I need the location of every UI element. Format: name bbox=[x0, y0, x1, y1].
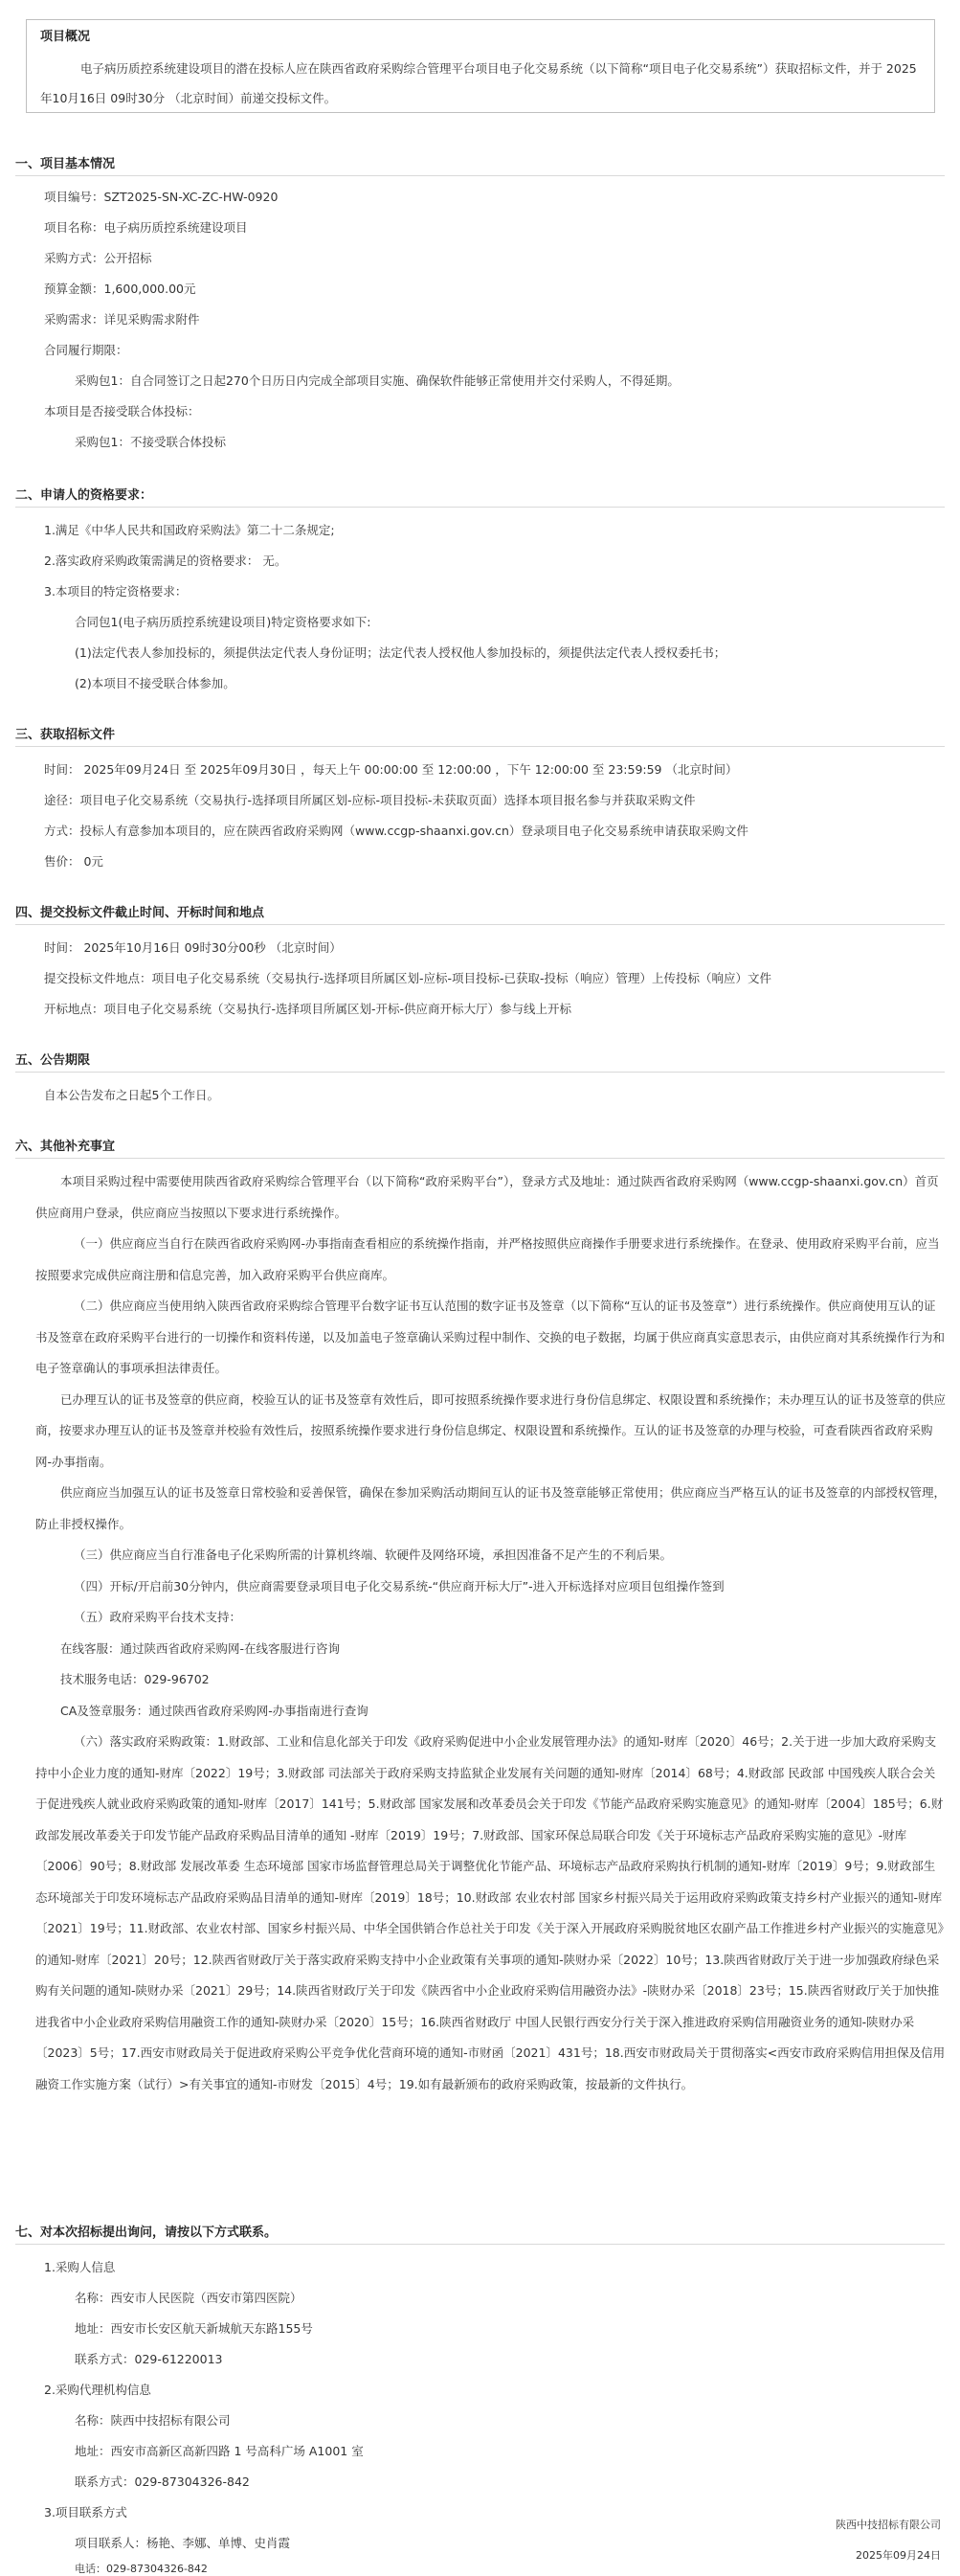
procurement-need: 采购需求：详见采购需求附件 bbox=[44, 312, 200, 327]
section-6-divider bbox=[15, 1158, 945, 1159]
qualification-package: 合同包1(电子病历质控系统建设项目)特定资格要求如下: bbox=[75, 615, 371, 629]
section-2-title: 二、申请人的资格要求： bbox=[15, 488, 153, 503]
section-7-divider bbox=[15, 2244, 945, 2245]
contract-period-detail: 采购包1：自合同签订之日起270个日历日内完成全部项目实施、确保软件能够正常使用并交付采购人，不得延期。 bbox=[75, 373, 680, 388]
section-5-title: 五、公告期限 bbox=[15, 1053, 91, 1068]
section-3-title: 三、获取招标文件 bbox=[15, 728, 116, 742]
purchaser-heading: 1.采购人信息 bbox=[44, 2260, 116, 2274]
overview-body: 电子病历质控系统建设项目的潜在投标人应在陕西省政府采购综合管理平台项目电子化交易系统（以下简称“项目电子化交易系统”）获取招标文件，并于 2025年10月16日 09时30分 （北京时间）前递交投标文件。 bbox=[40, 61, 917, 105]
section-7-title: 七、对本次招标提出询问，请按以下方式联系。 bbox=[15, 2226, 278, 2240]
supp-item-2: （二）供应商应当使用纳入陕西省政府采购综合管理平台数字证书互认范围的数字证书及签章（以下简称“互认的证书及签章”）进行系统操作。供应商使用互认的证书及签章在政府采购平台进行的一切操作和资料传递，以及加盖电子签章确认采购过程中制作、交换的电子数据，均属于供应商真实意思表示，由供应商对其系统操作行为和电子签章确认的事项承担法律责任。 bbox=[35, 1299, 946, 1375]
section-3-divider bbox=[15, 746, 945, 747]
supp-intro: 本项目采购过程中需要使用陕西省政府采购综合管理平台（以下简称“政府采购平台”），登录方式及地址：通过陕西省政府采购网（www.ccgp-shaanxi.gov.cn）首页供应商用户登录，供应商应当按照以下要求进行系统操作。 bbox=[35, 1174, 939, 1220]
support-phone: 技术服务电话：029-96702 bbox=[60, 1672, 210, 1686]
project-name: 项目名称：电子病历质控系统建设项目 bbox=[44, 220, 248, 235]
announcement-period: 自本公告发布之日起5个工作日。 bbox=[44, 1088, 219, 1102]
supp-item-3: （三）供应商应当自行准备电子化采购所需的计算机终端、软硬件及网络环境，承担因准备不足产生的不利后果。 bbox=[74, 1548, 673, 1562]
project-code: 项目编号：SZT2025-SN-XC-ZC-HW-0920 bbox=[44, 190, 279, 204]
doc-price: 售价： 0元 bbox=[44, 854, 103, 869]
section-2-divider bbox=[15, 507, 945, 508]
section-1-divider bbox=[15, 175, 945, 176]
qualification-item-2: (2)本项目不接受联合体参加。 bbox=[75, 676, 235, 690]
doc-time: 时间： 2025年09月24日 至 2025年09月30日 ，每天上午 00:00:00 至 12:00:00 ，下午 12:00:00 至 23:59:59 （北京时间） bbox=[44, 762, 738, 777]
section-4-title: 四、提交投标文件截止时间、开标时间和地点 bbox=[15, 906, 265, 920]
supp-item-1: （一）供应商应当自行在陕西省政府采购网-办事指南查看相应的系统操作指南，并严格按照供应商操作手册要求进行系统操作。在登录、使用政府采购平台前，应当按照要求完成供应商注册和信息完善，加入政府采购平台供应商库。 bbox=[35, 1236, 940, 1282]
project-contacts: 项目联系人：杨艳、李娜、单博、史肖霞 bbox=[75, 2536, 291, 2550]
project-contact-heading: 3.项目联系方式 bbox=[44, 2505, 127, 2520]
section-4-divider bbox=[15, 924, 945, 925]
contract-period-label: 合同履行期限： bbox=[44, 343, 128, 357]
consortium-label: 本项目是否接受联合体投标： bbox=[44, 404, 200, 418]
doc-way: 途径：项目电子化交易系统（交易执行-选择项目所属区划-应标-项目投标-未获取页面）选择本项目报名参与并获取采购文件 bbox=[44, 793, 696, 807]
budget-amount: 预算金额：1,600,000.00元 bbox=[44, 282, 196, 296]
purchaser-contact: 联系方式：029-61220013 bbox=[75, 2352, 223, 2366]
project-overview-box bbox=[26, 19, 935, 113]
agency-heading: 2.采购代理机构信息 bbox=[44, 2383, 151, 2397]
procurement-method: 采购方式：公开招标 bbox=[44, 251, 152, 265]
signer-company: 陕西中技招标有限公司 bbox=[836, 2519, 941, 2531]
overview-title: 项目概况 bbox=[40, 30, 91, 44]
supp-item-6-policies: （六）落实政府采购政策：1.财政部、工业和信息化部关于印发《政府采购促进中小企业发展管理办法》的通知-财库〔2020〕46号；2.关于进一步加大政府采购支持中小企业力度的通知-财库〔2022〕19号；3.财政部 司法部关于政府采购支持监狱企业发展有关问题的通知-财库〔2014〕68号；4.财政部 民政部 中国残疾人联合会关于促进残疾人就业政府采购政策的通知-财库〔2017〕141号；5.财政部 国家发展和改革委员会关于印发《节能产品政府采购实施意见》的通知-财库〔2004〕185号；6.财政部发展改革委关于印发节能产品政府采购品目清单的通知 -财库〔2019〕19号；7.财政部、国家环保总局联合印发《关于环境标志产品政府采购实施的意见》-财库〔2006〕90号；8.财政部 发展改革委 生态环境部 国家市场监督管理总局关于调整优化节能产品、环境标志产品政府采购执行机制的通知-财库〔2019〕9号；9.财政部生态环境部关于印发环境标志产品政府采购品目清单的通知-财库〔2019〕18号；10.财政部 农业农村部 国家乡村振兴局关于运用政府采购政策支持乡村产业振兴的通知-财库〔2021〕19号；11.财政部、农业农村部、国家乡村振兴局、中华全国供销合作总社关于印发《关于深入开展政府采购脱贫地区农副产品工作推进乡村产业振兴的实施意见》的通知-财库〔2021〕20号；12.陕西省财政厅关于落实政府采购支持中小企业政策有关事项的通知-陕财办采〔2022〕10号；13.陕西省财政厅关于进一步加强政府绿色采购有关问题的通知-陕财办采〔2021〕29号；14.陕西省财政厅关于印发《陕西省中小企业政府采购信用融资办法》-陕财办采〔2018〕23号；15.陕西省财政厅关于加快推进我省中小企业政府采购信用融资工作的通知-陕财办采〔2020〕15号；16.陕西省财政厅 中国人民银行西安分行关于深入推进政府采购信用融资业务的通知-陕财办采〔2023〕5号；17.西安市财政局关于促进政府采购公平竞争优化营商环境的通知-市财函〔2021〕431号；18.西安市财政局关于贯彻落实<西安市政府采购信用担保及信用融资工作实施方案（试行）>有关事宜的通知-市财发〔2015〕4号；19.如有最新颁布的政府采购政策，按最新的文件执行。 bbox=[35, 1734, 946, 2091]
support-online: 在线客服：通过陕西省政府采购网-在线客服进行咨询 bbox=[60, 1640, 341, 1656]
purchaser-address: 地址：西安市长安区航天新城航天东路155号 bbox=[75, 2321, 313, 2336]
opening-location: 开标地点：项目电子化交易系统（交易执行-选择项目所属区划-开标-供应商开标大厅）参与线上开标 bbox=[44, 1002, 572, 1016]
supp-item-5: （五）政府采购平台技术支持： bbox=[74, 1610, 242, 1624]
section-5-divider bbox=[15, 1072, 945, 1073]
supp-cert-management: 供应商应当加强互认的证书及签章日常校验和妥善保管，确保在参加采购活动期间互认的证书及签章能够正常使用；供应商应当严格互认的证书及签章的内部授权管理，防止非授权操作。 bbox=[35, 1485, 947, 1531]
consortium-detail: 采购包1：不接受联合体投标 bbox=[75, 435, 226, 449]
signer-date: 2025年09月24日 bbox=[856, 2549, 941, 2562]
qualification-3: 3.本项目的特定资格要求： bbox=[44, 584, 188, 599]
purchaser-name: 名称：西安市人民医院（西安市第四医院） bbox=[75, 2291, 302, 2305]
agency-contact: 联系方式：029-87304326-842 bbox=[75, 2474, 250, 2489]
qualification-item-1: (1)法定代表人参加投标的，须提供法定代表人身份证明；法定代表人授权他人参加投标的，须提供法定代表人授权委托书； bbox=[75, 645, 726, 660]
project-phone: 电话：029-87304326-842 bbox=[75, 2563, 208, 2575]
support-ca: CA及签章服务：通过陕西省政府采购网-办事指南进行查询 bbox=[60, 1703, 368, 1718]
section-1-title: 一、项目基本情况 bbox=[15, 157, 116, 171]
submit-location: 提交投标文件地点：项目电子化交易系统（交易执行-选择项目所属区划-应标-项目投标-已获取-投标（响应）管理）上传投标（响应）文件 bbox=[44, 971, 772, 985]
qualification-1: 1.满足《中华人民共和国政府采购法》第二十二条规定; bbox=[44, 523, 335, 537]
supplementary-content bbox=[35, 1166, 946, 2100]
agency-address: 地址：西安市高新区高新四路 1 号高科广场 A1001 室 bbox=[75, 2444, 364, 2458]
section-6-title: 六、其他补充事宜 bbox=[15, 1140, 116, 1154]
supp-item-4: （四）开标/开启前30分钟内，供应商需要登录项目电子化交易系统-“供应商开标大厅”-进入开标选择对应项目包组操作签到 bbox=[74, 1578, 725, 1593]
qualification-2: 2.落实政府采购政策需满足的资格要求： 无。 bbox=[44, 554, 287, 568]
agency-name: 名称：陕西中技招标有限公司 bbox=[75, 2413, 231, 2428]
doc-manner: 方式：投标人有意参加本项目的，应在陕西省政府采购网（www.ccgp-shaanxi.gov.cn）登录项目电子化交易系统申请获取采购文件 bbox=[44, 824, 748, 838]
supp-cert-binding: 已办理互认的证书及签章的供应商，校验互认的证书及签章有效性后，即可按照系统操作要求进行身份信息绑定、权限设置和系统操作；未办理互认的证书及签章的供应商，按要求办理互认的证书及签章并校验有效性后，按照系统操作要求进行身份信息绑定、权限设置和系统操作。互认的证书及签章的办理与校验，可查看陕西省政府采购网-办事指南。 bbox=[35, 1391, 947, 1469]
deadline-time: 时间： 2025年10月16日 09时30分00秒 （北京时间） bbox=[44, 940, 342, 955]
